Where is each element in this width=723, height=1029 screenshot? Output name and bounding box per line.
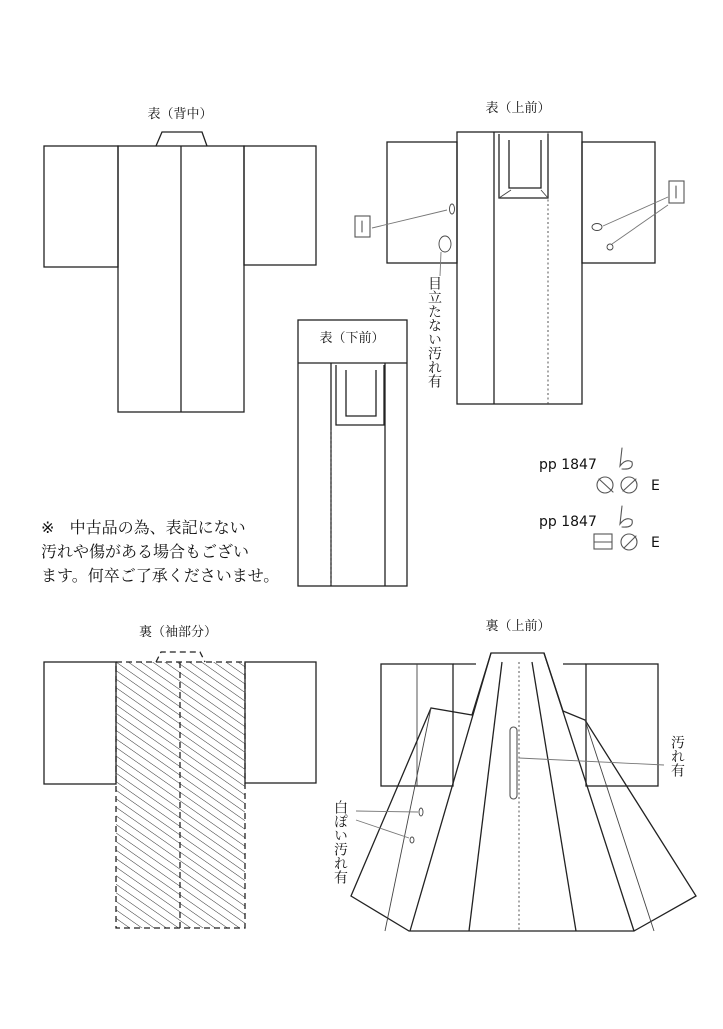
back-outer-label: 表（背中） bbox=[147, 107, 213, 122]
lining-front-body bbox=[351, 653, 696, 931]
code-block-2 bbox=[539, 506, 660, 551]
code-1-text: pp 1847 bbox=[539, 457, 597, 473]
lining-sleeve-diagram bbox=[44, 624, 316, 928]
front-outer-label: 表（上前） bbox=[485, 101, 551, 116]
front-body bbox=[457, 132, 582, 404]
lead-line-1 bbox=[372, 210, 447, 228]
notice-line-3: ます。何卒ご了承くださいませ。 bbox=[41, 566, 280, 585]
notice-mark: ※ bbox=[41, 518, 55, 537]
used-item-notice bbox=[41, 516, 321, 588]
code-1-grade: E bbox=[651, 478, 660, 494]
stain-marker-1 bbox=[450, 204, 455, 214]
code-block-1 bbox=[539, 448, 660, 494]
front-left-sleeve bbox=[387, 142, 457, 263]
lining-sleeve-label: 裏（袖部分） bbox=[138, 625, 218, 640]
lining-stain-long bbox=[510, 727, 517, 799]
lining-stain-dot-1 bbox=[419, 808, 423, 816]
lining-collar bbox=[156, 652, 205, 662]
lining-left-sleeve bbox=[44, 662, 116, 784]
back-right-sleeve bbox=[244, 146, 316, 265]
lining-front-right-sleeve bbox=[586, 664, 658, 786]
back-collar bbox=[156, 132, 207, 146]
lining-right-sleeve bbox=[245, 662, 316, 783]
front-collar-corners bbox=[499, 190, 548, 198]
back-outer-diagram bbox=[44, 106, 316, 412]
handwritten-mark-b1 bbox=[620, 448, 632, 469]
stain-marker-2 bbox=[439, 236, 451, 252]
lead-line-3 bbox=[612, 205, 668, 244]
stain-marker-4 bbox=[607, 244, 613, 250]
lining-front-label: 裏（上前） bbox=[485, 619, 551, 634]
inner-collar-inner bbox=[346, 370, 376, 416]
note-white-spot-stain: 白ぽい汚れ有 bbox=[332, 800, 348, 884]
notice-line-2: 汚れや傷がある場合もござい bbox=[41, 542, 250, 561]
stain-marker-3 bbox=[592, 224, 602, 231]
front-collar-inner bbox=[509, 140, 541, 188]
lining-lead-right bbox=[519, 758, 664, 765]
lead-line-4 bbox=[440, 252, 441, 276]
code-2-text: pp 1847 bbox=[539, 514, 597, 530]
note-lining-stain: 汚れ有 bbox=[669, 735, 685, 777]
front-outer-diagram bbox=[355, 101, 684, 404]
lining-stain-dot-2 bbox=[410, 837, 414, 843]
front-right-sleeve bbox=[582, 142, 655, 263]
code-2-grade: E bbox=[651, 535, 660, 551]
handwritten-mark-b2 bbox=[620, 506, 632, 527]
notice-line-1: ※ 中古品の為、表記にない bbox=[41, 518, 246, 537]
note-inconspicuous-stain: 目立たない汚れ有 bbox=[426, 276, 442, 388]
front-inner-label: 表（下前） bbox=[319, 331, 385, 346]
back-left-sleeve bbox=[44, 146, 118, 267]
lining-front-diagram bbox=[332, 619, 696, 931]
